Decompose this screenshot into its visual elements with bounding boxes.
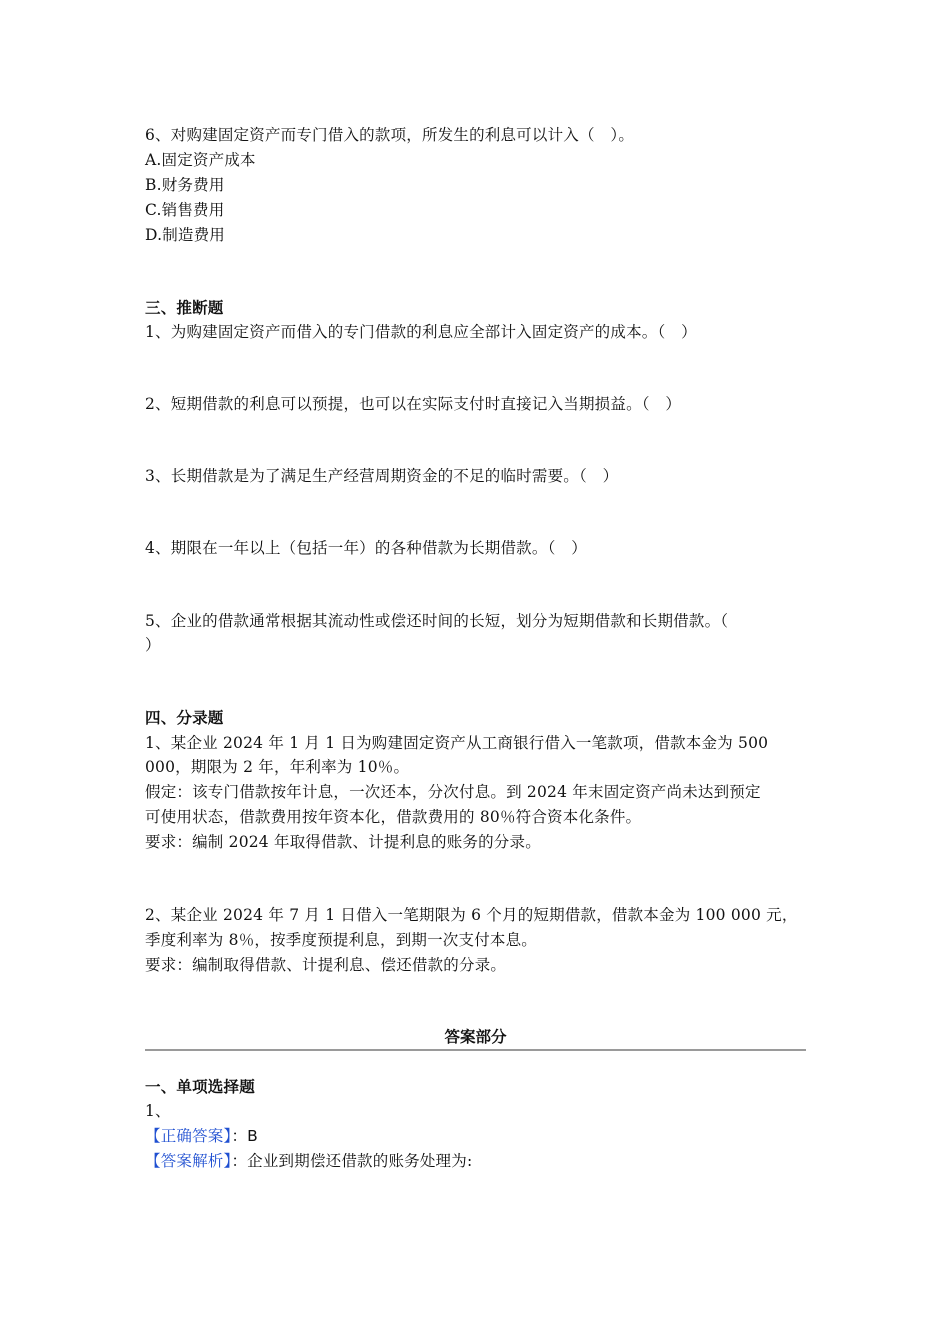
answer-section-1-title: 一、单项选择题 [145, 1078, 255, 1096]
answer-section-title: 答案部分 [444, 1028, 507, 1046]
judge-question-1: 1、为购建固定资产而借入的专门借款的利息应全部计入固定资产的成本。（ ） [145, 323, 697, 341]
option-b: B.财务费用 [145, 176, 225, 194]
judge-question-3: 3、长期借款是为了满足生产经营周期资金的不足的临时需要。（ ） [145, 467, 619, 485]
section-3-title: 三、推断题 [145, 299, 224, 317]
answer-analysis-separator: ： [231, 1152, 248, 1170]
correct-answer-row [145, 1124, 258, 1149]
option-c: C.销售费用 [145, 201, 225, 219]
entry-question-1-line4: 可使用状态，借款费用按年资本化，借款费用的 80％符合资本化条件。 [145, 808, 642, 826]
entry-question-2-line1: 2、某企业 2024 年 7 月 1 日借入一笔期限为 6 个月的短期借款，借款本金为 100 000 元， [145, 906, 798, 924]
answer-divider [145, 1049, 806, 1051]
entry-question-1-line3: 假定：该专门借款按年计息，一次还本，分次付息。到 2024 年末固定资产尚未达到预定 [145, 783, 761, 801]
answer-analysis-label: 【答案解析】 [145, 1152, 232, 1170]
option-d: D.制造费用 [145, 226, 226, 244]
question-6-stem: 6、对购建固定资产而专门借入的款项，所发生的利息可以计入（ ）。 [145, 126, 635, 144]
judge-question-2: 2、短期借款的利息可以预提，也可以在实际支付时直接记入当期损益。（ ） [145, 395, 682, 413]
judge-question-5-cont: ） [145, 636, 161, 654]
answer-analysis-text: 企业到期偿还借款的账务处理为: [247, 1152, 473, 1170]
entry-question-1-line5: 要求：编制 2024 年取得借款、计提利息的账务的分录。 [145, 833, 541, 851]
judge-question-4: 4、期限在一年以上（包括一年）的各种借款为长期借款。（ ） [145, 539, 587, 557]
option-a: A.固定资产成本 [145, 151, 256, 169]
correct-answer-label: 【正确答案】 [145, 1127, 232, 1145]
answer-item-1-number: 1、 [145, 1102, 171, 1120]
section-4-title: 四、分录题 [145, 709, 224, 727]
correct-answer-value: B [247, 1127, 258, 1145]
entry-question-2-line2: 季度利率为 8％，按季度预提利息，到期一次支付本息。 [145, 931, 537, 949]
entry-question-1-line2: 000，期限为 2 年，年利率为 10％。 [145, 758, 410, 776]
entry-question-1-line1: 1、某企业 2024 年 1 月 1 日为购建固定资产从工商银行借入一笔款项，借款本金为 500 [145, 734, 769, 752]
judge-question-5: 5、企业的借款通常根据其流动性或偿还时间的长短，划分为短期借款和长期借款。（ [145, 612, 729, 630]
answer-analysis-row [145, 1149, 472, 1174]
entry-question-2-line3: 要求：编制取得借款、计提利息、偿还借款的分录。 [145, 956, 507, 974]
correct-answer-separator: ： [231, 1127, 248, 1145]
